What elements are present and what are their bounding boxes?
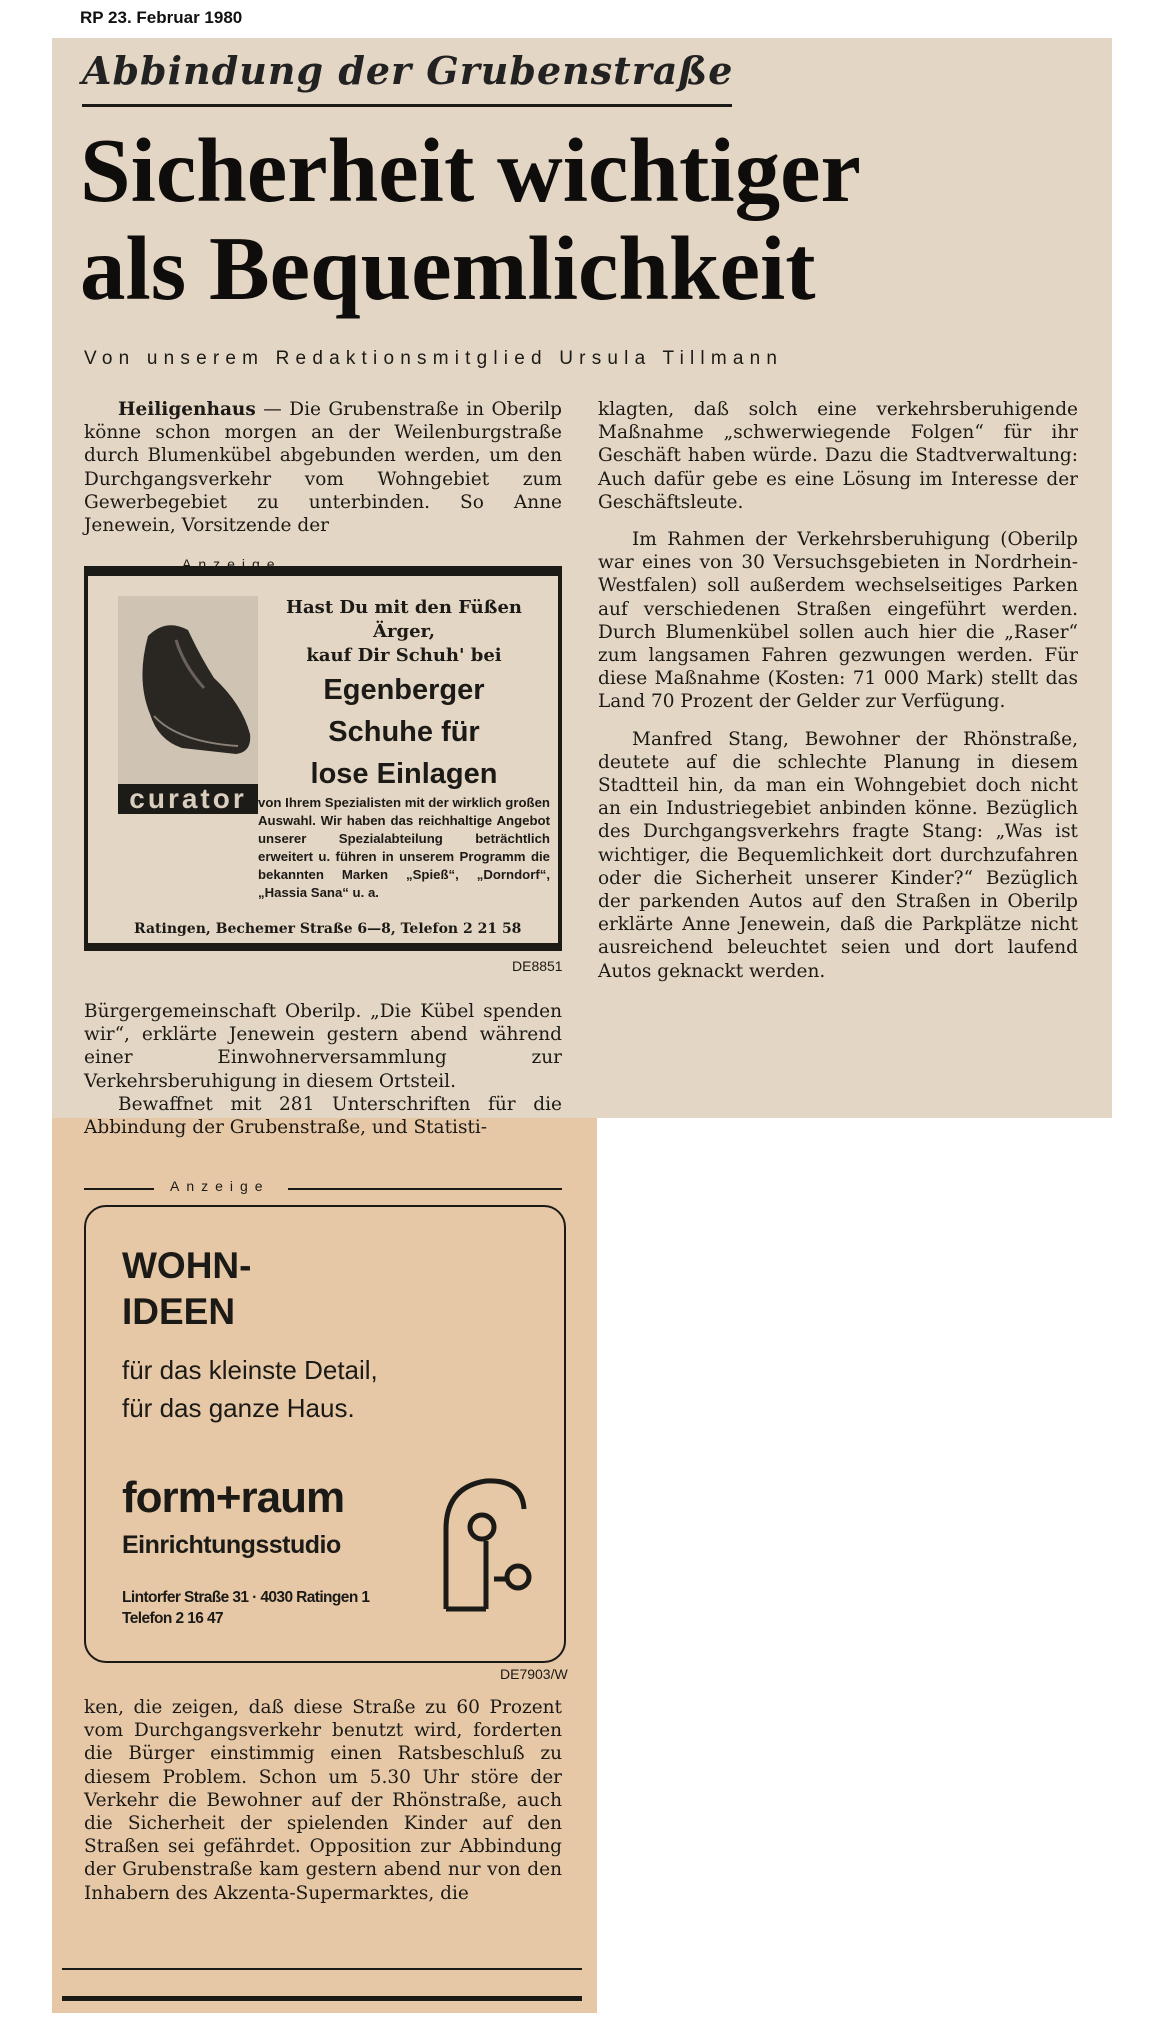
shoe-image xyxy=(118,596,258,786)
curator-logo: curator xyxy=(118,784,258,814)
furniture-advertisement xyxy=(84,1205,566,1663)
shoe-advertisement xyxy=(84,566,562,951)
ad2-title xyxy=(122,1243,251,1335)
paragraph-5: Manfred Stang, Bewohner der Rhönstraße, deutete auf die schlechte Planung in diesem Stadtteil hin, da man ein Wohngebiet doch nicht an ein Industriegebiet anbinden könne. Bezüglich des Durchgangsverkehrs fragte Stang: „Was ist wichtiger, die Bequemlichkeit dort durchzufahren oder die Sicherheit unserer Kinder?“ Bezüglich der parkenden Autos auf den Straßen in Oberilp erklärte Anne Jenewein, daß die Parkplätze nicht ausreichend beleuchtet seien und dort laufend Autos geknackt werden. xyxy=(598,728,1078,982)
ad2-address xyxy=(122,1587,369,1629)
ad1-brand-2: Schuhe für xyxy=(328,716,480,748)
article-column-2 xyxy=(598,398,1078,983)
kicker: Abbindung der Grubenstraße xyxy=(82,48,734,93)
ad2-subtitle xyxy=(122,1351,378,1427)
headline-line1: Sicherheit wichtiger xyxy=(80,120,861,221)
lead-text: — Die Grubenstraße in Oberilp könne schon morgen an der Weilenburgstraße durch Blumenkübel abgebunden werden, um den Durchgangsverkehr vom Wohngebiet zum Gewerbegebiet zu unterbinden. So Anne Jenewein, Vorsitzende der xyxy=(84,399,562,537)
ad2-address-2: Telefon 2 16 47 xyxy=(122,1610,223,1627)
article-column-1-top xyxy=(84,398,562,537)
article-column-1-mid xyxy=(84,1000,562,1139)
paragraph-3: klagten, daß solch eine verkehrsberuhigende Maßnahme „schwerwiegende Folgen“ für ihr Geschäft haben würde. Dazu die Stadtverwaltung: Auch dafür gebe es eine Lösung im Interesse der Geschäftsleute. xyxy=(598,399,1078,513)
paragraph-2-cont: ken, die zeigen, daß diese Straße zu 60 Prozent vom Durchgangsverkehr benutzt wird, forderten die Bürger einstimmig einen Ratsbeschluß zu diesem Problem. Schon um 5.30 Uhr störe der Verkehr die Bewohner auf der Rhönstraße, auch die Sicherheit der spielenden Kinder auf den Straßen sei gefährdet. Opposition zur Abbindung der Grubenstraße kam gestern abend nur von den Inhabern des Akzenta-Supermarktes, die xyxy=(84,1697,562,1904)
ad2-rule-left xyxy=(84,1188,154,1190)
byline: Von unserem Redaktionsmitglied Ursula Tillmann xyxy=(84,348,784,369)
ad1-code: DE8851 xyxy=(512,958,563,974)
ad1-body: von Ihrem Spezialisten mit der wirklich großen Auswahl. Wir haben das reichhaltige Angebot unserer Spezialabteilung beträchtlich erweitert u. führen in unserem Programm die bekannten Marken „Spieß“, „Dorndorf“, „Hassia Sana“ u. a. xyxy=(258,795,550,900)
ad2-address-1: Lintorfer Straße 31 · 4030 Ratingen 1 xyxy=(122,1589,370,1606)
ad1-headline-1: Hast Du mit den Füßen xyxy=(286,597,522,618)
paragraph-2: Bewaffnet mit 281 Unterschriften für die Abbindung der Grubenstraße, und Statisti- xyxy=(84,1093,562,1139)
ad2-title-1: WOHN- xyxy=(122,1245,252,1286)
ad2-code: DE7903/W xyxy=(500,1666,568,1682)
ad1-address: Ratingen, Bechemer Straße 6—8, Telefon 2 21 58 xyxy=(134,921,522,937)
ad1-label: Anzeige xyxy=(178,556,286,572)
dateline: Heiligenhaus xyxy=(118,399,256,420)
ad1-headline-3: kauf Dir Schuh' bei xyxy=(306,645,502,666)
paragraph-4: Im Rahmen der Verkehrsberuhigung (Oberilp war eines von 30 Versuchsgebieten in Nordrhein-Westfalen) soll außerdem wechselseitiges Parken auf verschiedenen Straßen eingeführt werden. Durch Blumenkübel sollen auch hier die „Raser“ zum langsamen Fahren gezwungen werden. Für diese Maßnahme (Kosten: 71 000 Mark) stellt das Land 70 Prozent der Gelder zur Verfügung. xyxy=(598,529,1078,713)
ad1-brand-1: Egenberger xyxy=(323,674,485,706)
lamp-logo-icon xyxy=(436,1469,536,1619)
headline-line2: als Bequemlichkeit xyxy=(80,218,816,319)
shoe-icon xyxy=(118,596,258,786)
ad2-rule-right xyxy=(288,1188,562,1190)
article-column-1-bottom xyxy=(84,1696,562,1905)
ad2-subtitle-1: für das kleinste Detail, xyxy=(122,1355,378,1385)
ad2-title-2: IDEEN xyxy=(122,1291,236,1332)
ad2-studio: Einrichtungsstudio xyxy=(122,1531,341,1559)
kicker-rule xyxy=(82,104,732,107)
ad1-brand-3: lose Einlagen xyxy=(310,758,498,790)
paragraph-1-cont: Bürgergemeinschaft Oberilp. „Die Kübel spenden wir“, erklärte Jenewein gestern abend während einer Einwohnerversammlung zur Verkehrsberuhigung in diesem Ortsteil. xyxy=(84,1001,562,1092)
ad2-brand: form+raum xyxy=(122,1473,345,1522)
ad2-subtitle-2: für das ganze Haus. xyxy=(122,1393,355,1423)
ad1-copy xyxy=(258,596,550,902)
ad2-label: Anzeige xyxy=(166,1178,274,1194)
ad1-headline-2: Ärger, xyxy=(373,621,435,642)
bottom-rule-1 xyxy=(62,1968,582,1970)
bottom-rule-2 xyxy=(62,1996,582,2001)
headline xyxy=(80,122,861,318)
source-date: RP 23. Februar 1980 xyxy=(80,8,243,27)
